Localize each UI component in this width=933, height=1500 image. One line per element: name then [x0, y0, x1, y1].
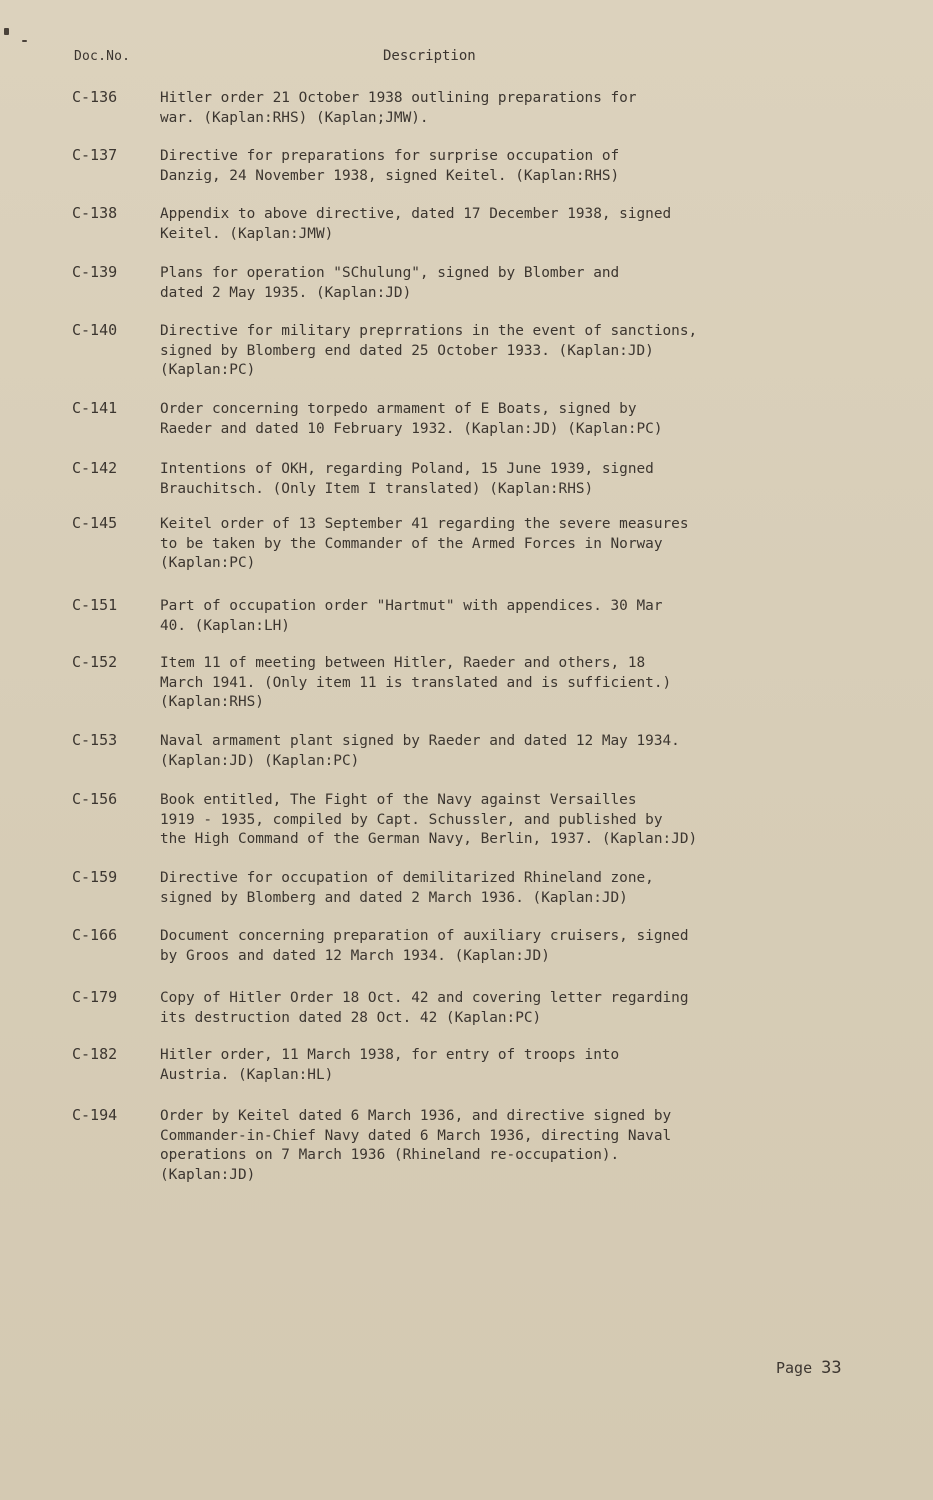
doc-description: Part of occupation order "Hartmut" with appendices. 30 Mar 40. (Kaplan:LH) [160, 598, 663, 634]
doc-number: C-139 [72, 263, 118, 281]
page-number [776, 1358, 842, 1378]
doc-description: Plans for operation "SChulung", signed by Blomber and dated 2 May 1935. (Kaplan:JD) [160, 265, 620, 301]
doc-description: Book entitled, The Fight of the Navy against Versailles 1919 - 1935, compiled by Capt. Schussler, and published by the High Command of the German Navy, Berlin, 1937. (Kaplan:JD) [160, 792, 698, 847]
doc-description: Naval armament plant signed by Raeder and dated 12 May 1934. (Kaplan:JD) (Kaplan:PC) [160, 733, 680, 769]
doc-description: Keitel order of 13 September 41 regarding the severe measures to be taken by the Commander of the Armed Forces in Norway (Kaplan:PC) [160, 516, 689, 571]
doc-number-column-header: Doc.No. [74, 49, 131, 64]
doc-number: C-137 [72, 146, 118, 164]
doc-number: C-166 [72, 926, 118, 944]
doc-number: C-159 [72, 868, 118, 886]
doc-number: C-152 [72, 653, 118, 671]
doc-description: Hitler order 21 October 1938 outlining preparations for war. (Kaplan:RHS) (Kaplan;JMW). [160, 90, 637, 126]
doc-number: C-153 [72, 731, 118, 749]
doc-description: Appendix to above directive, dated 17 December 1938, signed Keitel. (Kaplan:JMW) [160, 206, 672, 242]
doc-description: Hitler order, 11 March 1938, for entry of troops into Austria. (Kaplan:HL) [160, 1047, 620, 1083]
doc-number: C-194 [72, 1106, 118, 1124]
doc-description: Directive for occupation of demilitarized Rhineland zone, signed by Blomberg and dated 2 March 1936. (Kaplan:JD) [160, 870, 654, 906]
description-column-header: Description [383, 48, 476, 64]
doc-description: Document concerning preparation of auxiliary cruisers, signed by Groos and dated 12 March 1934. (Kaplan:JD) [160, 928, 689, 964]
doc-number: C-136 [72, 88, 118, 106]
doc-number: C-141 [72, 399, 118, 417]
doc-number: C-156 [72, 790, 118, 808]
doc-description: Item 11 of meeting between Hitler, Raeder and others, 18 March 1941. (Only item 11 is translated and is sufficient.) (Kaplan:RHS) [160, 655, 672, 710]
doc-description: Copy of Hitler Order 18 Oct. 42 and covering letter regarding its destruction dated 28 Oct. 42 (Kaplan:PC) [160, 990, 689, 1026]
margin-mark [22, 40, 27, 42]
doc-number: C-138 [72, 204, 118, 222]
doc-number: C-142 [72, 459, 118, 477]
doc-number: C-145 [72, 514, 118, 532]
doc-description: Order concerning torpedo armament of E Boats, signed by Raeder and dated 10 February 1932. (Kaplan:JD) (Kaplan:PC) [160, 401, 663, 437]
doc-number: C-179 [72, 988, 118, 1006]
doc-number: C-182 [72, 1045, 118, 1063]
doc-description: Order by Keitel dated 6 March 1936, and directive signed by Commander-in-Chief Navy dated 6 March 1936, directing Naval operations on 7 March 1936 (Rhineland re-occupation). (Kaplan:JD) [160, 1108, 672, 1183]
doc-number: C-140 [72, 321, 118, 339]
doc-description: Intentions of OKH, regarding Poland, 15 June 1939, signed Brauchitsch. (Only Item I translated) (Kaplan:RHS) [160, 461, 654, 497]
page-number-value: 33 [821, 1358, 842, 1378]
doc-description: Directive for military preprrations in the event of sanctions, signed by Blomberg end dated 25 October 1933. (Kaplan:JD) (Kaplan:PC) [160, 323, 698, 378]
margin-mark [4, 28, 9, 35]
doc-number: C-151 [72, 596, 118, 614]
doc-description: Directive for preparations for surprise occupation of Danzig, 24 November 1938, signed Keitel. (Kaplan:RHS) [160, 148, 620, 184]
page-label: Page [776, 1359, 813, 1377]
